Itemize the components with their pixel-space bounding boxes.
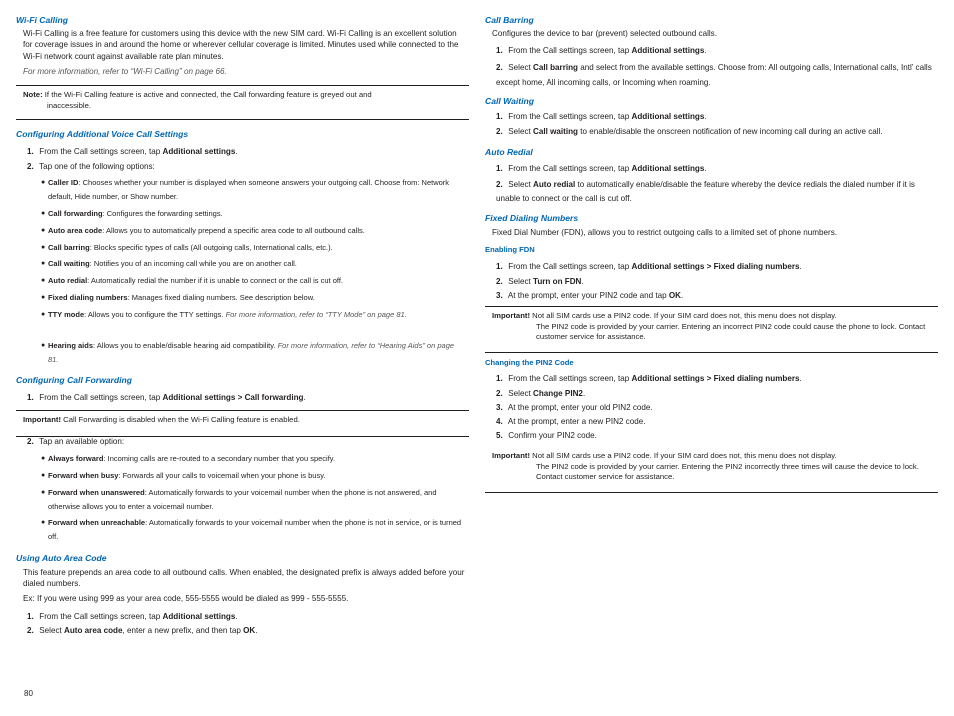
auto-redial-step-2 bbox=[496, 178, 934, 206]
step-text: Select bbox=[508, 127, 533, 136]
fdn-step-2 bbox=[496, 276, 934, 287]
step-number: 2. bbox=[27, 162, 34, 171]
step-text: Select bbox=[508, 389, 533, 398]
bullet-hearing-aids bbox=[41, 339, 465, 367]
bullet-text: : Automatically redial the number if it is unable to connect or the call is cut off. bbox=[87, 276, 343, 285]
step-number: 2. bbox=[496, 63, 503, 72]
step-bold: Auto area code bbox=[64, 626, 123, 635]
call-waiting-step-2 bbox=[496, 126, 934, 137]
bullet-call-barring bbox=[41, 241, 465, 255]
bullet-term: TTY mode bbox=[48, 310, 85, 319]
call-barring-step-1 bbox=[496, 45, 934, 56]
enabling-fdn-subheading: Enabling FDN bbox=[485, 245, 535, 254]
step-bold: Additional settings > Fixed dialing numbers bbox=[631, 262, 800, 271]
important-line-1: Not all SIM cards use a PIN2 code. If your SIM card does not, this menu does not display. bbox=[532, 451, 837, 460]
bullet-forward-unanswered bbox=[41, 486, 465, 514]
step-text: At the prompt, enter a new PIN2 code. bbox=[507, 417, 646, 426]
step-text-end: . bbox=[704, 164, 707, 173]
step-bold: Additional settings > Fixed dialing numbers bbox=[631, 374, 800, 383]
step-text-end: . bbox=[681, 291, 684, 300]
bullet-icon: ● bbox=[41, 311, 46, 318]
bullet-text: : Configures the forwarding settings. bbox=[102, 209, 223, 218]
bullet-text: : Blocks specific types of calls (All outgoing calls, International calls, etc.). bbox=[89, 243, 333, 252]
step-text: Tap an available option: bbox=[39, 437, 125, 446]
important-label: Important! bbox=[492, 451, 531, 460]
step-number: 1. bbox=[496, 112, 503, 121]
bullet-always-forward bbox=[41, 452, 465, 466]
step-text: From the Call settings screen, tap bbox=[508, 374, 632, 383]
step-text: From the Call settings screen, tap bbox=[508, 112, 632, 121]
config-forwarding-heading: Configuring Call Forwarding bbox=[16, 375, 133, 385]
step-number: 1. bbox=[496, 164, 503, 173]
step-text: At the prompt, enter your old PIN2 code. bbox=[507, 403, 653, 412]
step-number: 1. bbox=[496, 374, 503, 383]
bullet-text: : Allows you to enable/disable hearing aid compatibility. bbox=[93, 341, 278, 350]
step-number: 1. bbox=[496, 46, 503, 55]
step-text: Select bbox=[508, 180, 533, 189]
fdn-heading: Fixed Dialing Numbers bbox=[485, 213, 579, 223]
bullet-text: : Automatically forwards to your voicemail number when the phone is not in service, or is turned off. bbox=[48, 518, 462, 541]
bullet-text: : Allows you to automatically prepend a specific area code to all outbound calls. bbox=[102, 226, 365, 235]
bullet-term: Caller ID bbox=[48, 178, 79, 187]
pin2-step-4 bbox=[496, 416, 934, 427]
step-text-end: . bbox=[581, 277, 584, 286]
bullet-term: Forward when unanswered bbox=[48, 488, 145, 497]
auto-area-code-body: This feature prepends an area code to all outbound calls. When enabled, the designated prefix is always added before your dialed numbers. bbox=[23, 568, 465, 589]
pin2-step-3 bbox=[496, 402, 934, 413]
bullet-call-forwarding bbox=[41, 207, 465, 221]
step-text: From the Call settings screen, tap bbox=[39, 393, 163, 402]
step-bold: Turn on FDN bbox=[533, 277, 582, 286]
call-barring-heading: Call Barring bbox=[485, 15, 534, 25]
step-text-end: . bbox=[235, 612, 238, 621]
bullet-icon: ● bbox=[41, 519, 46, 526]
bullet-term: Auto area code bbox=[48, 226, 103, 235]
step-text-mid: , enter a new prefix, and then tap bbox=[122, 626, 244, 635]
config-voice-step-2 bbox=[27, 161, 465, 172]
config-voice-step-1 bbox=[27, 146, 465, 157]
step-text-end: and select from the available settings. Choose from: All outgoing calls, International calls, Intl’ calls except home, All incoming calls, or Incoming when roaming. bbox=[496, 63, 932, 87]
note-text-cont: inaccessible. bbox=[47, 100, 92, 110]
step-text-end: . bbox=[704, 112, 707, 121]
auto-redial-step-1 bbox=[496, 163, 934, 174]
bullet-auto-redial bbox=[41, 274, 465, 288]
step-number: 1. bbox=[27, 393, 34, 402]
step-text-end: . bbox=[235, 147, 238, 156]
step-bold: Call barring bbox=[533, 63, 578, 72]
step-text-end: . bbox=[799, 374, 802, 383]
bullet-call-waiting bbox=[41, 257, 465, 271]
fdn-step-1 bbox=[496, 261, 934, 272]
step-bold: Additional settings bbox=[631, 164, 705, 173]
important-box-pin2 bbox=[485, 445, 938, 493]
bullet-text: : Manages fixed dialing numbers. See description below. bbox=[127, 293, 315, 302]
step-number: 2. bbox=[27, 437, 34, 446]
bullet-icon: ● bbox=[41, 260, 46, 267]
bullet-reference: For more information, refer to “Hearing Aids” on page 81. bbox=[48, 341, 455, 364]
call-waiting-step-1 bbox=[496, 111, 934, 122]
bullet-term: Fixed dialing numbers bbox=[48, 293, 128, 302]
bullet-fixed-dialing bbox=[41, 291, 465, 305]
config-forwarding-step-2 bbox=[27, 436, 465, 447]
step-text: From the Call settings screen, tap bbox=[508, 262, 632, 271]
step-text: Select bbox=[508, 63, 533, 72]
step-bold-ok: OK bbox=[243, 626, 256, 635]
config-voice-heading: Configuring Additional Voice Call Settings bbox=[16, 129, 189, 139]
step-bold: Additional settings bbox=[162, 147, 236, 156]
bullet-icon: ● bbox=[41, 244, 46, 251]
auto-redial-heading: Auto Redial bbox=[485, 147, 533, 157]
bullet-text: : Notifies you of an incoming call while you are on another call. bbox=[89, 259, 297, 268]
fdn-body: Fixed Dial Number (FDN), allows you to restrict outgoing calls to a limited set of phone numbers. bbox=[492, 228, 838, 237]
bullet-tty-mode bbox=[41, 308, 465, 322]
note-box bbox=[16, 85, 469, 120]
step-number: 3. bbox=[496, 403, 503, 412]
step-number: 2. bbox=[496, 389, 503, 398]
step-text-end: . bbox=[799, 262, 802, 271]
wifi-calling-reference: For more information, refer to “Wi-Fi Calling” on page 66. bbox=[23, 67, 227, 76]
fdn-step-3 bbox=[496, 290, 934, 301]
step-bold: Call waiting bbox=[533, 127, 578, 136]
bullet-auto-area-code bbox=[41, 224, 465, 238]
bullet-icon: ● bbox=[41, 455, 46, 462]
page-number: 80 bbox=[24, 689, 33, 698]
bullet-text: : Allows you to configure the TTY settings. bbox=[84, 310, 226, 319]
bullet-text: : Incoming calls are re-routed to a secondary number that you specify. bbox=[103, 454, 336, 463]
step-text: At the prompt, enter your PIN2 code and tap bbox=[507, 291, 669, 300]
step-text-end: to automatically enable/disable the feature whereby the device redials the dialed number if it is unable to connect or the call is cut off. bbox=[496, 180, 915, 203]
step-text-end: . bbox=[582, 389, 586, 398]
important-text: Call Forwarding is disabled when the Wi-Fi Calling feature is enabled. bbox=[63, 415, 300, 424]
important-line-2: The PIN2 code is provided by your carrier. Entering the PIN2 incorrectly three times will cause the device to lock. Contact customer service for assistance. bbox=[536, 461, 919, 481]
step-bold: Additional settings bbox=[162, 612, 236, 621]
bullet-term: Always forward bbox=[48, 454, 104, 463]
step-bold: Additional settings bbox=[631, 112, 705, 121]
step-bold: Additional settings bbox=[631, 46, 705, 55]
auto-area-code-step-2 bbox=[27, 625, 465, 636]
bullet-icon: ● bbox=[41, 179, 46, 186]
step-number: 5. bbox=[496, 431, 503, 440]
bullet-text: : Automatically forwards to your voicemail number when the phone is not answered, and otherwise allows you to enter a voicemail number. bbox=[48, 488, 437, 511]
bullet-term: Call forwarding bbox=[48, 209, 103, 218]
step-number: 3. bbox=[496, 291, 503, 300]
config-forwarding-step-1 bbox=[27, 392, 465, 403]
bullet-reference: For more information, refer to “TTY Mode” on page 81. bbox=[225, 310, 407, 319]
step-bold: OK bbox=[668, 291, 682, 300]
bullet-icon: ● bbox=[41, 277, 46, 284]
step-text-end: . bbox=[303, 393, 306, 402]
bullet-text: : Forwards all your calls to voicemail when your phone is busy. bbox=[118, 471, 326, 480]
important-label: Important! bbox=[23, 415, 62, 424]
step-text: Tap one of the following options: bbox=[39, 162, 155, 171]
auto-area-code-heading: Using Auto Area Code bbox=[16, 553, 107, 563]
step-bold: Change PIN2 bbox=[533, 389, 583, 398]
bullet-caller-id bbox=[41, 176, 465, 204]
pin2-step-2 bbox=[496, 388, 934, 399]
important-line-1: Not all SIM cards use a PIN2 code. If your SIM card does not, this menu does not display. bbox=[532, 311, 837, 320]
step-bold: Additional settings > Call forwarding bbox=[162, 393, 304, 402]
call-barring-body: Configures the device to bar (prevent) selected outbound calls. bbox=[492, 29, 717, 38]
note-label: Note: bbox=[23, 90, 43, 99]
bullet-term: Forward when unreachable bbox=[48, 518, 146, 527]
step-number: 4. bbox=[496, 417, 503, 426]
wifi-calling-heading: Wi-Fi Calling bbox=[16, 15, 68, 25]
step-text-end: . bbox=[255, 626, 258, 635]
step-text: Confirm your PIN2 code. bbox=[508, 431, 597, 440]
bullet-forward-busy bbox=[41, 469, 465, 483]
wifi-calling-body: Wi-Fi Calling is a free feature for customers using this device with the new SIM card. Wi-Fi Calling is an excellent solution for coverage issues in and around the home or wherever cellular coverage is limited. Minutes used while connected to the Wi-Fi network count against available rate plan minutes. bbox=[23, 29, 459, 61]
important-label: Important! bbox=[492, 311, 531, 320]
step-text: Select bbox=[508, 277, 533, 286]
bullet-term: Call barring bbox=[48, 243, 90, 252]
pin2-step-1 bbox=[496, 373, 934, 384]
step-number: 2. bbox=[496, 277, 503, 286]
bullet-term: Call waiting bbox=[48, 259, 90, 268]
step-number: 1. bbox=[27, 147, 34, 156]
bullet-icon: ● bbox=[41, 227, 46, 234]
step-number: 2. bbox=[496, 180, 503, 189]
bullet-forward-unreachable bbox=[41, 516, 465, 544]
bullet-term: Forward when busy bbox=[48, 471, 119, 480]
changing-pin2-subheading: Changing the PIN2 Code bbox=[485, 358, 574, 367]
step-number: 1. bbox=[496, 262, 503, 271]
bullet-text: : Chooses whether your number is displayed when someone answers your outgoing call. Choose from: Network default, Hide number, or Show number. bbox=[48, 178, 450, 201]
step-bold: Auto redial bbox=[533, 180, 576, 189]
bullet-icon: ● bbox=[41, 210, 46, 217]
step-number: 2. bbox=[496, 127, 503, 136]
bullet-icon: ● bbox=[41, 294, 46, 301]
bullet-term: Hearing aids bbox=[48, 341, 94, 350]
step-text: From the Call settings screen, tap bbox=[39, 147, 163, 156]
bullet-icon: ● bbox=[41, 342, 46, 349]
step-number: 1. bbox=[27, 612, 34, 621]
bullet-icon: ● bbox=[41, 472, 46, 479]
bullet-icon: ● bbox=[41, 489, 46, 496]
auto-area-code-step-1 bbox=[27, 611, 465, 622]
step-text-end: to enable/disable the onscreen notification of new incoming call during an active call. bbox=[577, 127, 883, 136]
step-text: Select bbox=[39, 626, 64, 635]
call-barring-step-2 bbox=[496, 60, 934, 90]
step-text-end: . bbox=[704, 46, 707, 55]
note-text: If the Wi-Fi Calling feature is active and connected, the Call forwarding feature is greyed out and bbox=[44, 90, 372, 99]
bullet-term: Auto redial bbox=[48, 276, 88, 285]
step-text: From the Call settings screen, tap bbox=[508, 46, 632, 55]
step-text: From the Call settings screen, tap bbox=[508, 164, 632, 173]
important-box-forwarding bbox=[16, 410, 469, 437]
step-text: From the Call settings screen, tap bbox=[39, 612, 163, 621]
pin2-step-5 bbox=[496, 430, 934, 441]
call-waiting-heading: Call Waiting bbox=[485, 96, 535, 106]
important-line-2: The PIN2 code is provided by your carrier. Entering an incorrect PIN2 code could cause the phone to lock. Contact customer service for assistance. bbox=[536, 321, 926, 341]
step-number: 2. bbox=[27, 626, 34, 635]
auto-area-code-example: Ex: If you were using 999 as your area code, 555-5555 would be dialed as 999 - 555-5555. bbox=[23, 594, 349, 603]
important-box-fdn bbox=[485, 306, 938, 353]
